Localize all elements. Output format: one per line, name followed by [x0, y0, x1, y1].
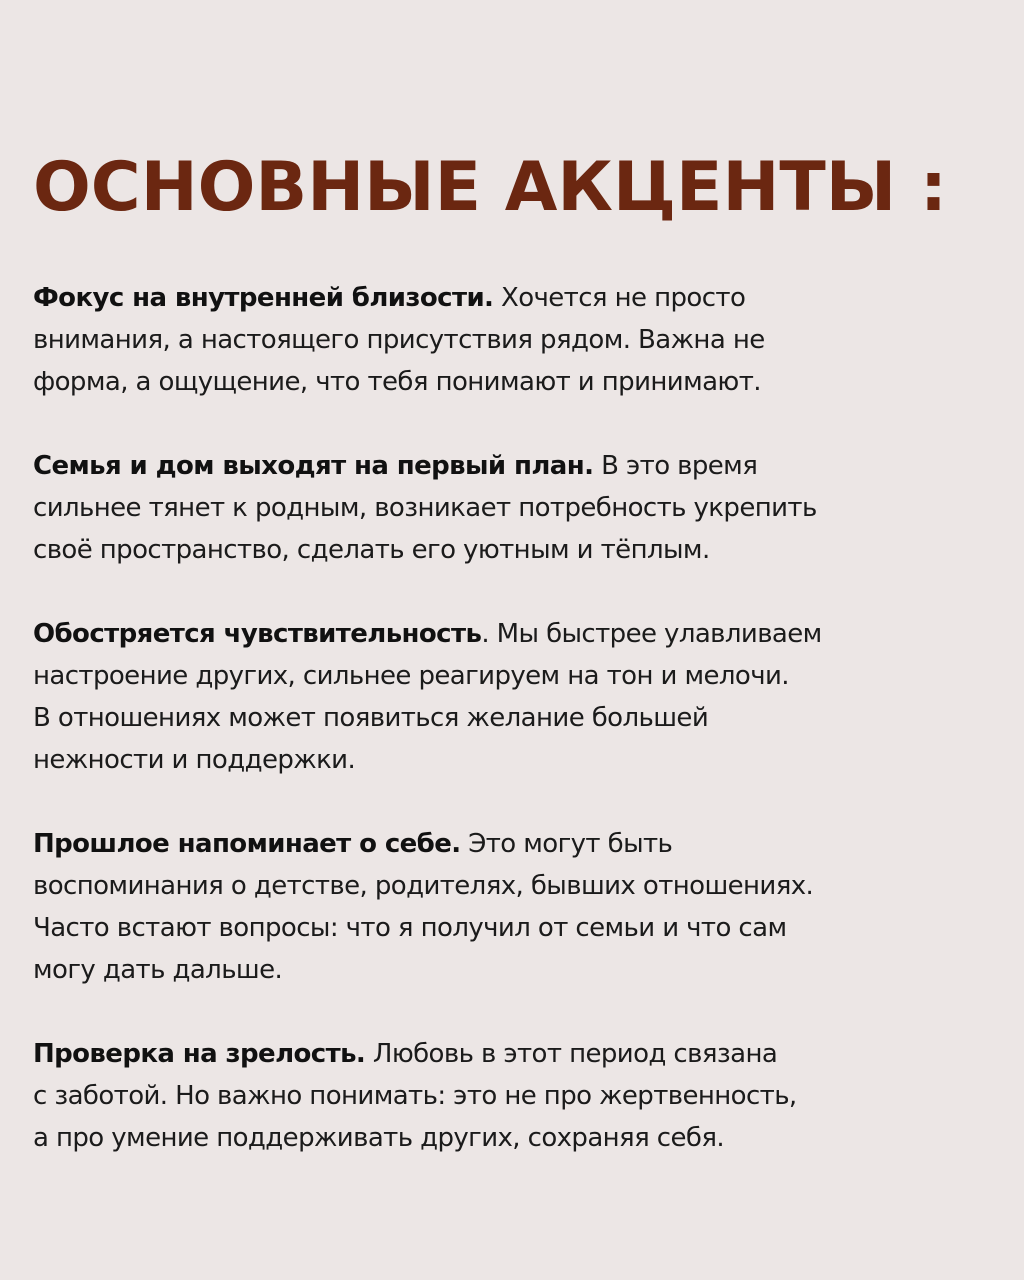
paragraph-line: сильнее тянет к родным, возникает потребность укрепить — [33, 493, 817, 523]
paragraph-heading: Семья и дом выходят на первый план. — [33, 451, 594, 481]
paragraph-line: внимания, а настоящего присутствия рядом. Важна не — [33, 325, 765, 355]
paragraph-heading: Проверка на зрелость. — [33, 1039, 366, 1069]
paragraph-sensitivity — [33, 613, 993, 781]
paragraph-line: нежности и поддержки. — [33, 745, 356, 775]
paragraph-heading: Фокус на внутренней близости. — [33, 283, 494, 313]
paragraph-line: воспоминания о детстве, родителях, бывших отношениях. — [33, 871, 814, 901]
paragraph-text: Хочется не просто — [493, 283, 746, 313]
paragraph-line: Часто встают вопросы: что я получил от семьи и что сам — [33, 913, 787, 943]
paragraph-family-home — [33, 445, 993, 571]
paragraph-heading: Обостряется чувствительность — [33, 619, 482, 649]
paragraph-text: Это могут быть — [460, 829, 673, 859]
paragraph-line — [33, 1033, 993, 1075]
paragraph-heading: Прошлое напоминает о себе. — [33, 829, 461, 859]
page-title: ОСНОВНЫЕ АКЦЕНТЫ : — [33, 148, 948, 227]
paragraph-line: В отношениях может появиться желание большей — [33, 703, 709, 733]
paragraph-line — [33, 823, 993, 865]
paragraph-text: . Мы быстрее улавливаем — [481, 619, 822, 649]
paragraph-line: с заботой. Но важно понимать: это не про жертвенность, — [33, 1081, 797, 1111]
paragraph-line: настроение других, сильнее реагируем на тон и мелочи. — [33, 661, 789, 691]
paragraph-past-reminds — [33, 823, 993, 991]
document-page — [33, 0, 993, 1280]
paragraph-line — [33, 277, 993, 319]
paragraph-line — [33, 613, 993, 655]
paragraph-text: В это время — [593, 451, 758, 481]
paragraph-text: Любовь в этот период связана — [365, 1039, 778, 1069]
paragraph-line: форма, а ощущение, что тебя понимают и принимают. — [33, 367, 761, 397]
paragraph-line: могу дать дальше. — [33, 955, 283, 985]
paragraph-inner-closeness — [33, 277, 993, 403]
paragraph-line: своё пространство, сделать его уютным и тёплым. — [33, 535, 710, 565]
paragraph-line: а про умение поддерживать других, сохраняя себя. — [33, 1123, 725, 1153]
paragraph-maturity-test — [33, 1033, 993, 1159]
paragraph-line — [33, 445, 993, 487]
